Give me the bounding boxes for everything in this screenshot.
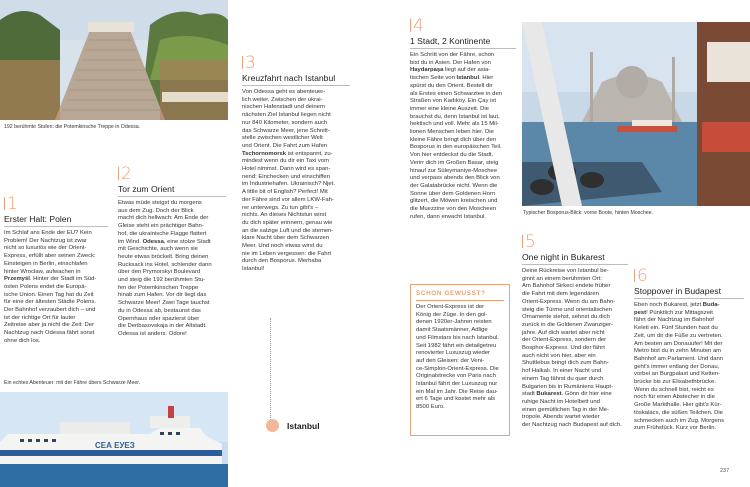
section-body: Von Odessa geht es abenteuer- lich weiter. Zwischen der ukrai- nischen Hafenstadt und deinem nächsten Ziel Istanbul liegen nicht nur 840 Kilometer, sondern auch das Schwarze Meer, jene Schnitt- stelle zwischen westlicher Welt und Orient. Die Fahrt zum Hafen Tschornomorsk ist entspannt, zu- mindest wenn du dir ein Taxi vom Hotel nimmst. Dann wird es span- nend: Einchecken und einschiffen im Industriehafen. Ukrainisch? Njet. A little bit of English? Perfect! Mit der Fähre sind vor allem LKW-Fah- rer unterwegs. Zu tun gibt's – nichts. An dieses Nichtstun wirst du dich später erinnern, genau wie an die salzige Luft und die stemen- klare Nacht über dem Schwarzen Meer. Und noch etwas wirst du nie im Leben vergessen: die Fahrt durch den Bosporus. Merhaba Istanbul! [242, 89, 335, 273]
section-number: 4 [410, 18, 516, 35]
section-title: Stoppover in Budapest [634, 286, 721, 296]
section-number: 1 [4, 196, 108, 213]
divider [242, 85, 350, 86]
divider [4, 226, 108, 227]
map-label: Istanbul [287, 421, 320, 431]
page-number: 237 [720, 468, 730, 474]
section-title: Kreuzfahrt nach Istanbul [242, 73, 336, 83]
section-number: 2 [118, 166, 226, 183]
ferry-photo [0, 392, 228, 487]
divider [416, 300, 504, 301]
section-3 [242, 55, 350, 274]
section-body: Deine Rückreise von Istanbul be- ginnt an einem berühmten Ort: Am Bahnhof Sirkeci endete früher die Fahrt mit dem legendären Orient-Express. Wenn du am Bahn- steig die Türme und orientalischen Ornamente siehst, sehnst du dich zurück in die Goldenen Zwanziger- jahre. Auf dich wartet aber nicht der Orient-Express, sondern der Bosphor-Express. Und der fährt auch nicht von hier, aber ein Shuttlebus bringt dich zum Bahn- hof Halkalı. In einer Nacht und einem Tag fährst du quer durch Bulgarien bis in Rumäniens Haupt- stadt Bukarest. Gönn dir hier eine ruhige Nacht im Hotelbett und einen gemütlichen Tag in der Me- tropole. Abends wartet wieder der Nachtzug nach Budapest auf dich. [522, 268, 622, 429]
info-title: SCHON GEWUSST? [416, 290, 486, 297]
stairs-caption: 192 berühmte Stufen: die Potemkinsche Treppe in Odessa. [4, 124, 141, 130]
section-4 [410, 18, 516, 221]
bosporus-caption: Typischer Bosporus-Blick: vorne Boote, hinten Moschee. [523, 210, 654, 216]
section-title: One night in Bukarest [522, 252, 605, 262]
ferry-caption: Ein echtes Abenteuer: mit der Fähre übers Schwarze Meer. [4, 380, 141, 386]
section-number: 6 [634, 268, 744, 285]
section-number: 5 [522, 234, 628, 251]
section-body: Im Schlaf ans Ende der EU? Kein Problem! Der Nachtzug ist zwar nicht so luxuriös wie der Orient- Express, erfüllt aber seinen Zweck: Einsteigen in Berlin, einschlafen hinter Wrocław, aufwachen in Przemyśl. Hinter der Stadt im Süd- osten Polens endet die Europä- ische Union. Einen Tag hat du Zeit für eine der ältesten Städte Polens. Der Bahnhof verzaubert dich – und ist der richtige Ort für lauter Zeitreise aber ja nicht die Zeit: Der Nachtzug nach Odessa fährt sonst ohne dich los. [4, 230, 97, 344]
divider [634, 298, 744, 299]
location-dot [266, 419, 279, 432]
divider [118, 196, 226, 197]
divider [410, 48, 516, 49]
section-body: Etwas müde steigst du morgens aus dem Zug. Doch der Blick macht dich hellwach: Am Ende der Gleise steht ein prächtiger Bahn- hof, die ukrainische Flagge flattert im Wind. Odessa, eine stolze Stadt mit Geschichte, auch wenn sie heute etwas bröckelt. Bring deinen Rucksack ins Hotel, schlender dann über den Prymorskyi Boulevard und steig die 192 berühmten Stu- fen der Potemkinschen Treppe hinab zum Hafen. Vor dir liegt das Schwarze Meer! Zwei Tage tauchst du in Odessa ab, bestaunst das Opernhaus oder spazierst über die Deribasovskaja in der Altstadt. Odessa ist anders. Odore! [118, 200, 212, 337]
route-line [270, 318, 272, 422]
section-2 [118, 166, 226, 339]
section-1 [4, 196, 108, 346]
stairs-photo [0, 0, 228, 120]
section-title: Tor zum Orient [118, 184, 175, 194]
section-5 [522, 234, 628, 430]
section-6 [634, 268, 744, 433]
section-body: Eben noch Bukarest, jetzt Buda- pest! Pünktlich zur Mittagszeit fährt der Nachtzug im Bahnhof Keleti ein. Fünf Stunden hast du Zeit, um dir die Füße zu vertreten. Am besten am Donauufer! Mit der Metro bist du in zehn Minuten am Bahnhof am Parlament. Und dann geht's immer entlang der Donau, vorbei an Burgpalast und Ketten- brücke bis zur Elisabethbrücke. Wenn du schnell bist, reicht es noch für einen Abstecher in die Große Markthalle. Hier gibt's Kür- töskalács, die süßen Teilchen. Die schmecken auch im Zug. Morgens zum Frühstück. Kurz vor Berlin. [634, 302, 725, 432]
ferry-hull-text: СЕА ЕУЕЗ [95, 441, 135, 450]
info-body: Der Orient-Express ist der König der Züge. In den gol- denen 1920er-Jahren reisten damit Staatsmänner, Adlige und Filmstars bis nach Istanbul. Seit 1982 fährt ein detailgetreu renovierter Luxuszug wieder auf den Gleisen: der Veni- ce-Simplon-Orient-Express. Die Originalstrecke von Paris nach Istanbul fährt der Luxuszug nur ein Mal im Jahr. Die Reise dau- ert 6 Tage und kostet mehr als 8500 Euro. [416, 304, 499, 411]
section-title: 1 Stadt, 2 Kontinente [410, 36, 491, 46]
divider [522, 264, 628, 265]
section-title: Erster Halt: Polen [4, 214, 72, 224]
section-number: 3 [242, 55, 350, 72]
section-body: Ein Schritt von der Fähre, schon bist du in Asien. Der Hafen von Haydarpaşa liegt auf der asia- tischen Seite von Istanbul. Hier spürst du den Orient. Bestell dir als Erstes einen Schwarztee in den Straßen von Kadıköy. Ein Çay ist immer eine kleine Auszeit. Die brauchst du, denn Istanbul ist laut, hektisch und voll. Mehr als 15 Mil- lionen Menschen leben hier. Die kleine Fähre bringt dich über den Bosporus in den europäischen Teil. Von hier entdeckst du die Stadt. Verirr dich im Großen Basar, steig hinauf zur Süleymaniye-Moschee und verpass abends den Blick von der Galatabrücke nicht. Wenn die Sonne über dem Goldenen Horn glitzert, die Möwen kreischen und die Muezzine von den Moscheen rufen, dann erwacht Istanbul. [410, 52, 503, 220]
info-box [410, 284, 510, 436]
bosporus-photo [522, 22, 750, 206]
